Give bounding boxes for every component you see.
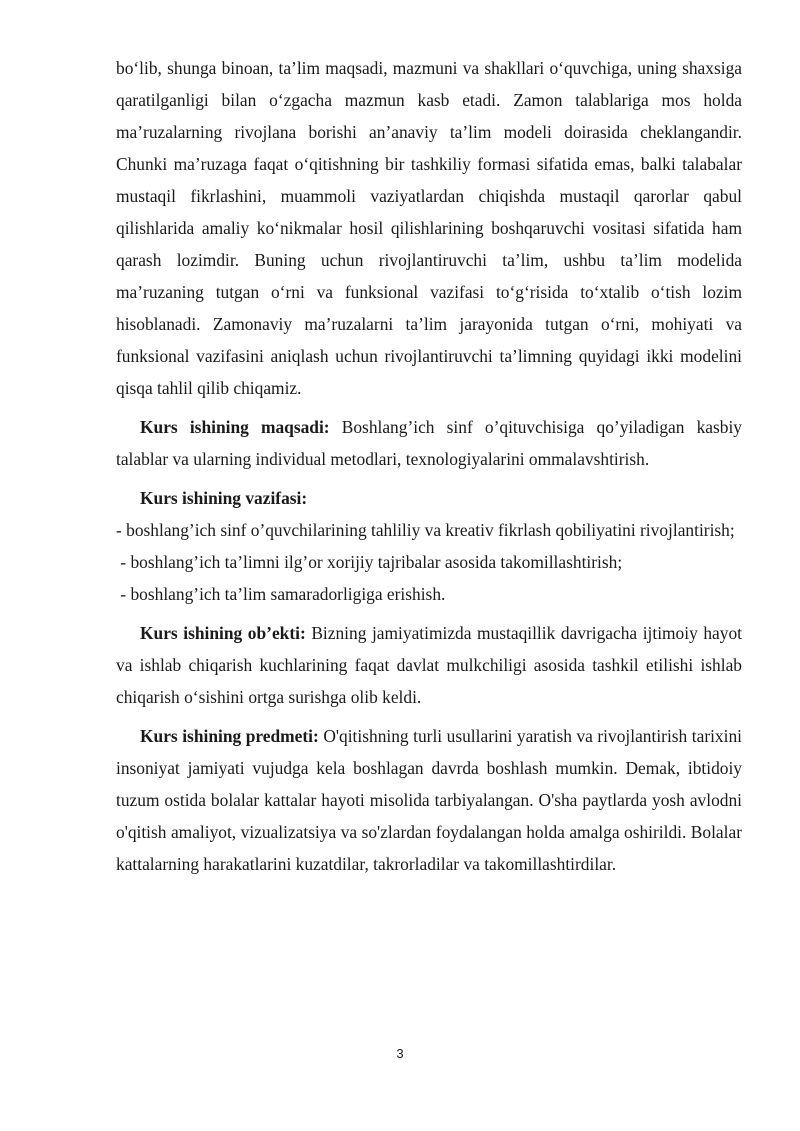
goal-paragraph bbox=[116, 411, 742, 475]
document-page bbox=[116, 52, 742, 880]
subject-label: Kurs ishining predmeti: bbox=[140, 726, 319, 746]
tasks-heading-paragraph bbox=[116, 482, 742, 514]
object-paragraph bbox=[116, 617, 742, 713]
page-number: 3 bbox=[396, 1046, 404, 1061]
intro-paragraph: bo‘lib, shunga binoan, ta’lim maqsadi, mazmuni va shakllari o‘quvchiga, uning shaxsiga qaratilganligi bilan o‘zgacha mazmun kasb etadi. Zamon talablariga mos holda ma’ruzalarning rivojlana borishi an’anaviy ta’lim modeli doirasida cheklangandir. Chunki ma’ruzaga faqat o‘qitishning bir tashkiliy formasi sifatida emas, balki talabalar mustaqil fikrlashini, muammoli vaziyatlardan chiqishda mustaqil qarorlar qabul qilishlarida amaliy ko‘nikmalar hosil qilishlarining boshqaruvchi vositasi sifatida ham qarash lozimdir. Buning uchun rivojlantiruvchi ta’lim, ushbu ta’lim modelida ma’ruzaning tutgan o‘rni va funksional vazifasi to‘g‘risida to‘xtalib o‘tish lozim hisoblanadi. Zamonaviy ma’ruzalarni ta’lim jarayonida tutgan o‘rni, mohiyati va funksional vazifasini aniqlash uchun rivojlantiruvchi ta’limning quyidagi ikki modelini qisqa tahlil qilib chiqamiz. bbox=[116, 58, 742, 398]
task-item: - boshlang’ich ta’lim samaradorligiga erishish. bbox=[116, 584, 446, 604]
subject-paragraph bbox=[116, 720, 742, 880]
object-label: Kurs ishining ob’ekti: bbox=[140, 623, 306, 643]
task-item: - boshlang’ich ta’limni ilg’or xorijiy tajribalar asosida takomillashtirish; bbox=[116, 552, 623, 572]
task-item: - boshlang’ich sinf o’quvchilarining tahliliy va kreativ fikrlash qobiliyatini rivojlantirish; bbox=[116, 520, 735, 540]
goal-label: Kurs ishining maqsadi: bbox=[140, 417, 330, 437]
goal-text: Boshlang’ich sinf o’qituvchisiga qo’yiladigan kasbiy talablar va ularning individual metodlari, texnologiyalarini ommalavshtirish. bbox=[116, 417, 743, 469]
object-text: Bizning jamiyatimizda mustaqillik davrigacha ijtimoiy hayot va ishlab chiqarish kuchlarining faqat davlat mulkchiligi asosida tashkil etilishi ishlab chiqarish o‘sishini ortga surishga olib keldi. bbox=[116, 623, 742, 707]
tasks-label: Kurs ishining vazifasi: bbox=[140, 488, 308, 508]
subject-text: O'qitishning turli usullarini yaratish va rivojlantirish tarixini insoniyat jamiyati vujudga kela boshlagan davrda boshlash mumkin. Demak, ibtidoiy tuzum ostida bolalar kattalar hayoti misolida tarbiyalangan. O'sha paytlarda yosh avlodni o'qitish amaliyot, vizualizatsiya va so'zlardan foydalangan holda amalga oshirildi. Bolalar kattalarning harakatlarini kuzatdilar, takrorladilar va takomillashtirdilar. bbox=[116, 726, 742, 874]
